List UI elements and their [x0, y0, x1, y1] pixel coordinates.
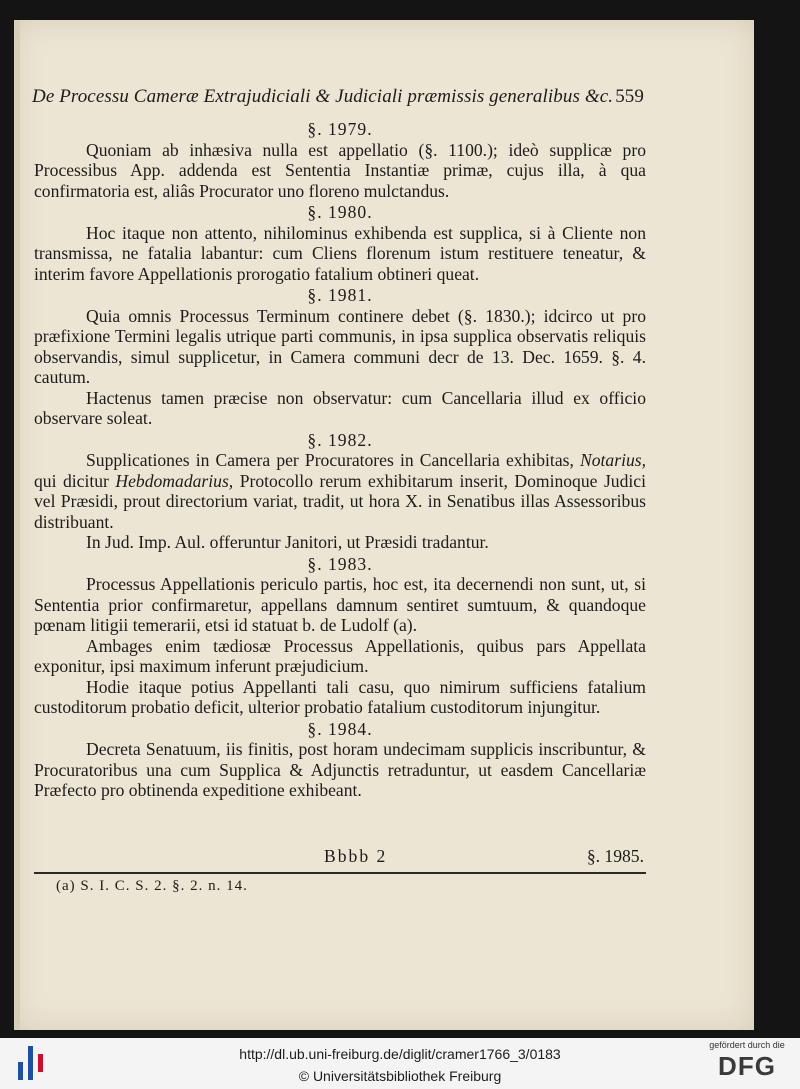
dfg-funded-text: gefördert durch die [709, 1040, 785, 1050]
italic-hebdomadarius: Hebdomadarius, [115, 470, 234, 491]
italic-notarius: Notarius, [580, 450, 646, 470]
dfg-wordmark: DFG [718, 1051, 776, 1081]
paragraph: Ambages enim tædiosæ Processus Appellationis, quibus pars Appellata exponitur, ipsi maximum inferunt præjudicium. [34, 635, 646, 676]
paragraph: Supplicationes in Camera per Procuratores in Cancellaria exhibitas, Notarius, qui dicitur Hebdomadarius, Protocollo rerum exhibitarum inserit, Dominoque Judici vel Præsidi, prout directorium variat, tradit, ut hora X. in Senatibus illas Assessoribus distribuant. [34, 450, 646, 532]
paragraph: Hodie itaque potius Appellanti tali casu, quo nimirum sufficiens fatalium custoditorum probatio deficit, ulterior probatio fatalium custoditorum injungitur. [34, 676, 646, 717]
paragraph: Quia omnis Processus Terminum continere debet (§. 1830.); idcirco ut pro præfixione Termini legalis utrique parti communis, in ipsa supplica observatis reliquis observandis, simul supplicetur, in Camera communi decr de 13. Dec. 1659. §. 4. cautum. [34, 305, 646, 387]
section-heading: §. 1984. [307, 718, 373, 739]
paragraph: Hoc itaque non attento, nihilominus exhibenda est supplica, si à Cliente non transmissa, ne fatalia labantur: cum Cliens florenum istum restituere teneatur, & interim favore Appellationis prorogatio fatalium obtineri queat. [34, 222, 646, 284]
footnote: (a) S. I. C. S. 2. §. 2. n. 14. [56, 878, 248, 894]
section-heading: §. 1979. [307, 119, 373, 139]
catchword: §. 1985. [586, 846, 644, 866]
source-url[interactable]: http://dl.ub.uni-freiburg.de/diglit/cramer1766_3/0183 [239, 1046, 561, 1062]
paragraph: Decreta Senatuum, iis finitis, post horam undecimam supplicis inscribuntur, & Procuratoribus una cum Supplica & Adjunctis retraduntur, ut easdem Cancellariæ Præfecto pro obtinenda expeditione exhibeant. [34, 739, 646, 800]
section-heading: §. 1982. [307, 429, 373, 450]
section-heading: §. 1983. [307, 553, 373, 574]
section-heading: §. 1981. [307, 285, 373, 305]
paragraph: Hactenus tamen præcise non observatur: cum Cancellaria illud ex officio observare soleat. [34, 387, 646, 428]
paragraph: Processus Appellationis periculo partis, hoc est, ita decernendi non sunt, ut, si Sententia prior confirmaretur, appellans damnum sentiret sumtuum, & quandoque pœnam litigii temerarii, etsi id statuat b. de Ludolf (a). [34, 574, 646, 635]
header-title: De Processu Cameræ Extrajudiciali & Judiciali præmissis generalibus &c. [32, 86, 614, 107]
paragraph: In Jud. Imp. Aul. offeruntur Janitori, ut Præsidi tradantur. [86, 532, 489, 552]
page-edge [14, 20, 20, 1030]
signature-mark: Bbbb 2 [324, 846, 388, 866]
dfg-logo [700, 1040, 794, 1086]
footnote-rule [34, 872, 646, 874]
page-number: 559 [615, 86, 644, 107]
section-heading: §. 1980. [307, 202, 373, 222]
main-text [34, 118, 646, 801]
running-header [32, 86, 644, 108]
copyright: © Universitätsbibliothek Freiburg [298, 1068, 502, 1084]
paragraph: Quoniam ab inhæsiva nulla est appellatio (§. 1100.); ideò supplicæ pro Processibus App. addenda est Sententia Instantiæ primæ, cujus illa, à qua confirmatoria est, aliâs Procurator uno floreno mulctandus. [34, 139, 646, 201]
